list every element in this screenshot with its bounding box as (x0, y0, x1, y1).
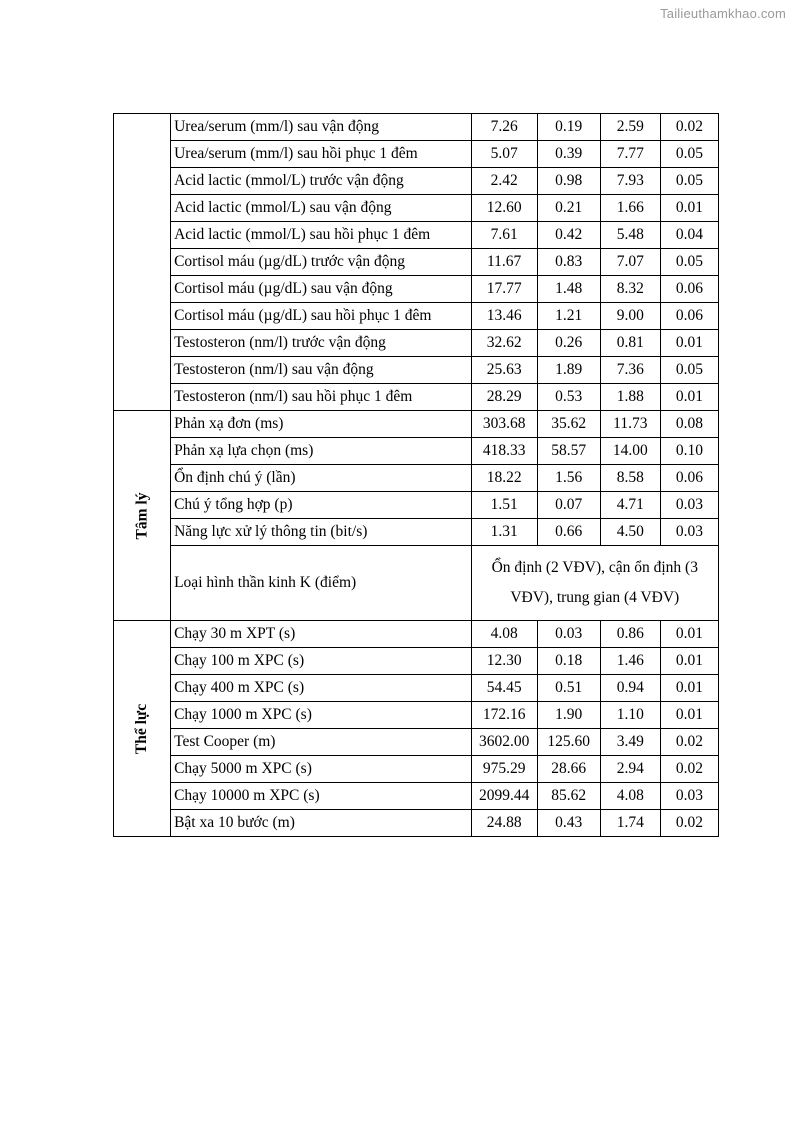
value-3: 7.07 (600, 249, 660, 276)
value-4: 0.01 (660, 621, 718, 648)
merged-value: Ổn định (2 VĐV), cận ổn định (3 VĐV), trung gian (4 VĐV) (471, 546, 718, 621)
table-row (114, 384, 719, 411)
value-3: 7.36 (600, 357, 660, 384)
value-1: 2099.44 (471, 783, 537, 810)
value-1: 975.29 (471, 756, 537, 783)
value-2: 0.66 (537, 519, 600, 546)
value-4: 0.05 (660, 168, 718, 195)
table-row (114, 411, 719, 438)
value-1: 13.46 (471, 303, 537, 330)
row-label: Cortisol máu (µg/dL) trước vận động (171, 249, 471, 276)
value-4: 0.05 (660, 357, 718, 384)
table-row-merged (114, 546, 719, 621)
value-3: 1.46 (600, 648, 660, 675)
value-1: 418.33 (471, 438, 537, 465)
value-3: 3.49 (600, 729, 660, 756)
table-row (114, 195, 719, 222)
row-label: Testosteron (nm/l) sau vận động (171, 357, 471, 384)
value-3: 11.73 (600, 411, 660, 438)
table-row (114, 357, 719, 384)
value-2: 1.89 (537, 357, 600, 384)
table-row (114, 783, 719, 810)
value-1: 303.68 (471, 411, 537, 438)
table-row (114, 141, 719, 168)
value-2: 0.07 (537, 492, 600, 519)
table-row (114, 249, 719, 276)
value-4: 0.03 (660, 783, 718, 810)
row-label: Chạy 10000 m XPC (s) (171, 783, 471, 810)
table-row (114, 222, 719, 249)
value-4: 0.01 (660, 330, 718, 357)
value-2: 125.60 (537, 729, 600, 756)
row-label: Năng lực xử lý thông tin (bit/s) (171, 519, 471, 546)
value-1: 4.08 (471, 621, 537, 648)
value-3: 5.48 (600, 222, 660, 249)
value-3: 7.93 (600, 168, 660, 195)
group-label-the-luc: Thể lực (133, 703, 151, 754)
watermark-text: Tailieuthamkhao.com (660, 6, 786, 21)
value-2: 0.26 (537, 330, 600, 357)
value-2: 1.48 (537, 276, 600, 303)
value-1: 1.31 (471, 519, 537, 546)
table-row (114, 810, 719, 837)
table-row (114, 438, 719, 465)
value-3: 9.00 (600, 303, 660, 330)
value-3: 8.58 (600, 465, 660, 492)
value-4: 0.02 (660, 810, 718, 837)
value-1: 28.29 (471, 384, 537, 411)
value-4: 0.10 (660, 438, 718, 465)
value-4: 0.05 (660, 141, 718, 168)
value-2: 85.62 (537, 783, 600, 810)
row-label: Loại hình thần kinh K (điểm) (171, 546, 471, 621)
value-4: 0.03 (660, 492, 718, 519)
value-4: 0.06 (660, 465, 718, 492)
table-row (114, 276, 719, 303)
table-row (114, 168, 719, 195)
table-row (114, 465, 719, 492)
value-3: 2.59 (600, 114, 660, 141)
table-row (114, 675, 719, 702)
row-label: Urea/serum (mm/l) sau hồi phục 1 đêm (171, 141, 471, 168)
row-label: Acid lactic (mmol/L) sau hồi phục 1 đêm (171, 222, 471, 249)
value-2: 0.51 (537, 675, 600, 702)
value-2: 0.39 (537, 141, 600, 168)
row-label: Chạy 1000 m XPC (s) (171, 702, 471, 729)
value-4: 0.02 (660, 729, 718, 756)
value-4: 0.06 (660, 276, 718, 303)
value-4: 0.06 (660, 303, 718, 330)
row-label: Bật xa 10 bước (m) (171, 810, 471, 837)
value-1: 3602.00 (471, 729, 537, 756)
value-2: 0.18 (537, 648, 600, 675)
value-3: 2.94 (600, 756, 660, 783)
value-2: 0.03 (537, 621, 600, 648)
value-2: 0.83 (537, 249, 600, 276)
value-2: 1.56 (537, 465, 600, 492)
row-label: Phản xạ đơn (ms) (171, 411, 471, 438)
value-4: 0.01 (660, 675, 718, 702)
value-3: 0.81 (600, 330, 660, 357)
data-table (113, 113, 719, 837)
group-cell-continued (114, 114, 171, 411)
value-1: 32.62 (471, 330, 537, 357)
value-4: 0.01 (660, 702, 718, 729)
value-1: 172.16 (471, 702, 537, 729)
value-2: 0.42 (537, 222, 600, 249)
value-4: 0.05 (660, 249, 718, 276)
value-3: 1.10 (600, 702, 660, 729)
value-2: 1.90 (537, 702, 600, 729)
value-3: 4.50 (600, 519, 660, 546)
row-label: Acid lactic (mmol/L) sau vận động (171, 195, 471, 222)
value-2: 28.66 (537, 756, 600, 783)
table-row (114, 303, 719, 330)
value-3: 1.66 (600, 195, 660, 222)
row-label: Test Cooper (m) (171, 729, 471, 756)
value-2: 0.53 (537, 384, 600, 411)
row-label: Testosteron (nm/l) trước vận động (171, 330, 471, 357)
value-1: 1.51 (471, 492, 537, 519)
value-2: 35.62 (537, 411, 600, 438)
table-row (114, 492, 719, 519)
value-3: 1.74 (600, 810, 660, 837)
value-4: 0.01 (660, 195, 718, 222)
value-3: 1.88 (600, 384, 660, 411)
value-4: 0.02 (660, 114, 718, 141)
value-3: 14.00 (600, 438, 660, 465)
row-label: Chú ý tổng hợp (p) (171, 492, 471, 519)
value-1: 17.77 (471, 276, 537, 303)
value-2: 0.19 (537, 114, 600, 141)
table-row (114, 648, 719, 675)
row-label: Testosteron (nm/l) sau hồi phục 1 đêm (171, 384, 471, 411)
value-1: 12.60 (471, 195, 537, 222)
value-4: 0.01 (660, 384, 718, 411)
value-4: 0.08 (660, 411, 718, 438)
value-2: 0.98 (537, 168, 600, 195)
row-label: Chạy 5000 m XPC (s) (171, 756, 471, 783)
value-2: 58.57 (537, 438, 600, 465)
value-1: 54.45 (471, 675, 537, 702)
table-row (114, 519, 719, 546)
value-2: 0.21 (537, 195, 600, 222)
value-1: 7.61 (471, 222, 537, 249)
value-3: 8.32 (600, 276, 660, 303)
group-cell-the-luc (114, 621, 171, 837)
row-label: Cortisol máu (µg/dL) sau hồi phục 1 đêm (171, 303, 471, 330)
table-row (114, 114, 719, 141)
row-label: Acid lactic (mmol/L) trước vận động (171, 168, 471, 195)
value-1: 2.42 (471, 168, 537, 195)
table-row (114, 330, 719, 357)
value-3: 0.86 (600, 621, 660, 648)
value-1: 12.30 (471, 648, 537, 675)
value-3: 4.71 (600, 492, 660, 519)
row-label: Chạy 30 m XPT (s) (171, 621, 471, 648)
row-label: Chạy 400 m XPC (s) (171, 675, 471, 702)
row-label: Chạy 100 m XPC (s) (171, 648, 471, 675)
table-row (114, 729, 719, 756)
value-4: 0.02 (660, 756, 718, 783)
value-4: 0.03 (660, 519, 718, 546)
value-1: 5.07 (471, 141, 537, 168)
table-row (114, 702, 719, 729)
row-label: Urea/serum (mm/l) sau vận động (171, 114, 471, 141)
value-4: 0.01 (660, 648, 718, 675)
table-row (114, 621, 719, 648)
value-1: 18.22 (471, 465, 537, 492)
group-cell-tam-ly (114, 411, 171, 621)
value-2: 0.43 (537, 810, 600, 837)
value-1: 25.63 (471, 357, 537, 384)
row-label: Cortisol máu (µg/dL) sau vận động (171, 276, 471, 303)
value-1: 11.67 (471, 249, 537, 276)
group-label-tam-ly: Tâm lý (133, 492, 151, 539)
table-body (114, 114, 719, 837)
value-2: 1.21 (537, 303, 600, 330)
row-label: Phản xạ lựa chọn (ms) (171, 438, 471, 465)
value-1: 7.26 (471, 114, 537, 141)
row-label: Ổn định chú ý (lần) (171, 465, 471, 492)
value-4: 0.04 (660, 222, 718, 249)
value-1: 24.88 (471, 810, 537, 837)
value-3: 7.77 (600, 141, 660, 168)
value-3: 4.08 (600, 783, 660, 810)
value-3: 0.94 (600, 675, 660, 702)
table-row (114, 756, 719, 783)
